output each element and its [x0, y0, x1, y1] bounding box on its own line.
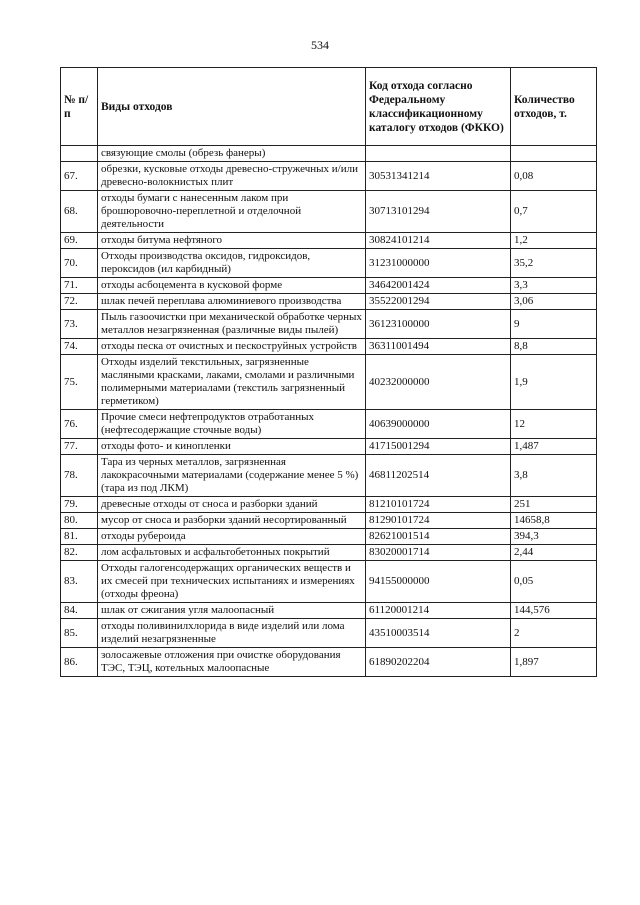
- header-qty: Количество отходов, т.: [511, 68, 597, 146]
- table-row: [61, 513, 597, 529]
- table-row: [61, 497, 597, 513]
- row-name: отходы асбоцемента в кусковой форме: [98, 278, 366, 294]
- row-qty: 8,8: [511, 339, 597, 355]
- table-row: [61, 529, 597, 545]
- table-row: [61, 648, 597, 677]
- row-qty: 35,2: [511, 249, 597, 278]
- row-qty: 3,3: [511, 278, 597, 294]
- row-code: 35522001294: [366, 294, 511, 310]
- table-row: [61, 233, 597, 249]
- row-name: мусор от сноса и разборки зданий несортированный: [98, 513, 366, 529]
- table-row: [61, 339, 597, 355]
- row-qty: 0,08: [511, 162, 597, 191]
- row-name: Отходы изделий текстильных, загрязненные масляными красками, лаками, смолами и различными полимерными материалами (текстиль загрязненный герметиком): [98, 355, 366, 410]
- row-name: древесные отходы от сноса и разборки зданий: [98, 497, 366, 513]
- row-qty: 251: [511, 497, 597, 513]
- row-name: шлак печей переплава алюминиевого производства: [98, 294, 366, 310]
- header-kind: Виды отходов: [98, 68, 366, 146]
- row-qty: 2,44: [511, 545, 597, 561]
- row-code: 43510003514: [366, 619, 511, 648]
- table-row: [61, 355, 597, 410]
- row-name: отходы битума нефтяного: [98, 233, 366, 249]
- row-name: Пыль газоочистки при механической обработке черных металлов незагрязненная (различные виды пылей): [98, 310, 366, 339]
- row-code: 41715001294: [366, 439, 511, 455]
- row-name: отходы поливинилхлорида в виде изделий или лома изделий незагрязненные: [98, 619, 366, 648]
- page-number: 534: [311, 38, 329, 52]
- table-row: [61, 619, 597, 648]
- row-num: 75.: [61, 355, 98, 410]
- row-num: 80.: [61, 513, 98, 529]
- row-num: 85.: [61, 619, 98, 648]
- row-qty: 3,06: [511, 294, 597, 310]
- table-row: [61, 410, 597, 439]
- row-code: 94155000000: [366, 561, 511, 603]
- table-row: [61, 455, 597, 497]
- table-row: [61, 146, 597, 162]
- header-num: № п/п: [61, 68, 98, 146]
- table-row: [61, 561, 597, 603]
- table-row: [61, 294, 597, 310]
- row-code: 34642001424: [366, 278, 511, 294]
- table-row: [61, 439, 597, 455]
- table-row: [61, 603, 597, 619]
- row-num: 71.: [61, 278, 98, 294]
- row-name: обрезки, кусковые отходы древесно-стружечных и/или древесно-волокнистых плит: [98, 162, 366, 191]
- row-qty: 394,3: [511, 529, 597, 545]
- row-name: шлак от сжигания угля малоопасный: [98, 603, 366, 619]
- row-code: 30824101214: [366, 233, 511, 249]
- row-qty: 1,897: [511, 648, 597, 677]
- row-name: Прочие смеси нефтепродуктов отработанных (нефтесодержащие сточные воды): [98, 410, 366, 439]
- row-qty: 1,9: [511, 355, 597, 410]
- row-qty: 1,487: [511, 439, 597, 455]
- row-code: 36123100000: [366, 310, 511, 339]
- row-code: 46811202514: [366, 455, 511, 497]
- row-code: 81210101724: [366, 497, 511, 513]
- row-num: [61, 146, 98, 162]
- row-num: 79.: [61, 497, 98, 513]
- row-num: 68.: [61, 191, 98, 233]
- row-code: 83020001714: [366, 545, 511, 561]
- row-qty: 0,05: [511, 561, 597, 603]
- row-name: отходы фото- и кинопленки: [98, 439, 366, 455]
- row-name: Тара из черных металлов, загрязненная лакокрасочными материалами (содержание менее 5 %) (тара из под ЛКМ): [98, 455, 366, 497]
- table-header-row: [61, 68, 597, 146]
- table-row: [61, 249, 597, 278]
- row-code: 81290101724: [366, 513, 511, 529]
- row-name: отходы бумаги с нанесенным лаком при брошюровочно-переплетной и отделочной деятельности: [98, 191, 366, 233]
- row-name: лом асфальтовых и асфальтобетонных покрытий: [98, 545, 366, 561]
- row-name: Отходы производства оксидов, гидроксидов, пероксидов (ил карбидный): [98, 249, 366, 278]
- header-code: Код отхода согласно Федеральному классификационному каталогу отходов (ФККО): [366, 68, 511, 146]
- row-code: 61890202204: [366, 648, 511, 677]
- table-row: [61, 162, 597, 191]
- row-name: отходы песка от очистных и пескоструйных устройств: [98, 339, 366, 355]
- row-num: 72.: [61, 294, 98, 310]
- row-num: 81.: [61, 529, 98, 545]
- row-num: 74.: [61, 339, 98, 355]
- row-num: 69.: [61, 233, 98, 249]
- row-num: 67.: [61, 162, 98, 191]
- row-qty: 9: [511, 310, 597, 339]
- row-num: 73.: [61, 310, 98, 339]
- row-num: 70.: [61, 249, 98, 278]
- table-row: [61, 191, 597, 233]
- row-code: 31231000000: [366, 249, 511, 278]
- row-qty: 144,576: [511, 603, 597, 619]
- row-qty: 14658,8: [511, 513, 597, 529]
- row-qty: 12: [511, 410, 597, 439]
- row-qty: 3,8: [511, 455, 597, 497]
- row-num: 82.: [61, 545, 98, 561]
- row-qty: 2: [511, 619, 597, 648]
- waste-table: [60, 67, 597, 677]
- row-code: 82621001514: [366, 529, 511, 545]
- table-row: [61, 310, 597, 339]
- row-code: 30531341214: [366, 162, 511, 191]
- row-num: 76.: [61, 410, 98, 439]
- table-row: [61, 545, 597, 561]
- row-num: 77.: [61, 439, 98, 455]
- row-num: 86.: [61, 648, 98, 677]
- row-qty: [511, 146, 597, 162]
- row-code: 40639000000: [366, 410, 511, 439]
- row-code: 30713101294: [366, 191, 511, 233]
- row-num: 83.: [61, 561, 98, 603]
- row-code: 36311001494: [366, 339, 511, 355]
- row-qty: 0,7: [511, 191, 597, 233]
- row-name: отходы рубероида: [98, 529, 366, 545]
- row-name: золосажевые отложения при очистке оборудования ТЭС, ТЭЦ, котельных малоопасные: [98, 648, 366, 677]
- row-code: 61120001214: [366, 603, 511, 619]
- row-code: [366, 146, 511, 162]
- row-name: Отходы галогенсодержащих органических веществ и их смесей при технических испытаниях и измерениях (отходы фреона): [98, 561, 366, 603]
- row-qty: 1,2: [511, 233, 597, 249]
- row-name: связующие смолы (обрезь фанеры): [98, 146, 366, 162]
- row-num: 84.: [61, 603, 98, 619]
- row-code: 40232000000: [366, 355, 511, 410]
- row-num: 78.: [61, 455, 98, 497]
- table-row: [61, 278, 597, 294]
